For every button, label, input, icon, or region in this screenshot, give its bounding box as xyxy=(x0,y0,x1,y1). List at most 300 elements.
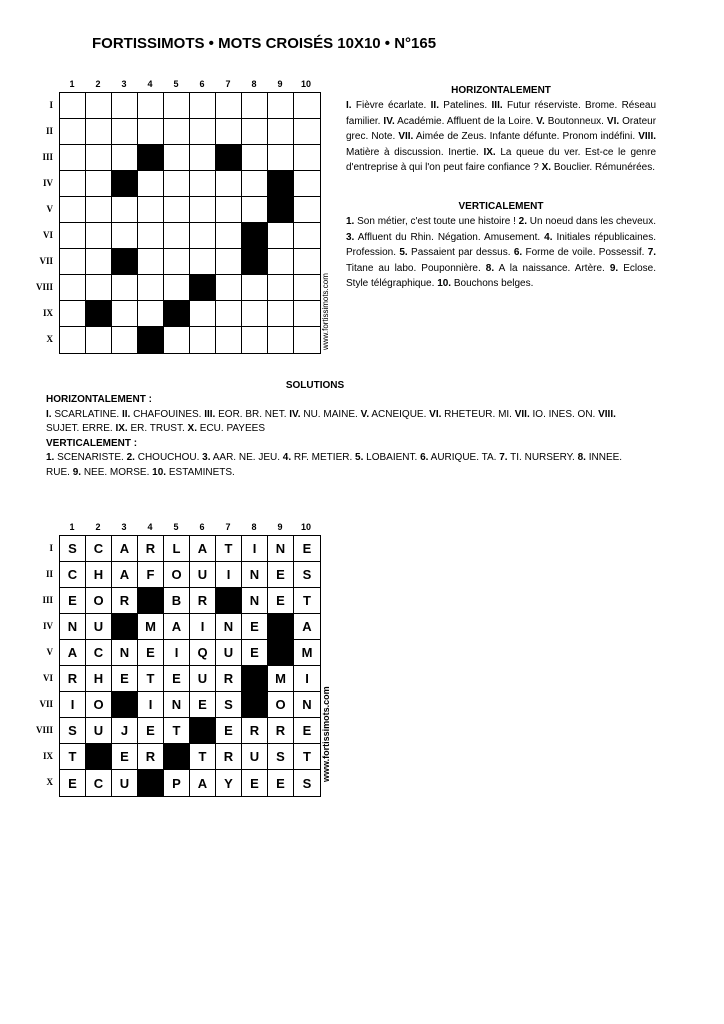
page-title: FORTISSIMOTS • MOTS CROISÉS 10X10 • N°165 xyxy=(92,35,437,52)
clue-text: INNEE. RUE. xyxy=(46,452,623,478)
grid-cell[interactable] xyxy=(164,93,190,119)
cell-letter: U xyxy=(249,749,260,764)
clue-text: LOBAIENT. xyxy=(366,452,418,464)
grid-cell[interactable] xyxy=(242,197,268,223)
solution-cell xyxy=(268,666,294,692)
cell-letter: N xyxy=(223,619,234,634)
grid-cell[interactable] xyxy=(112,197,138,223)
clue-text: AAR. NE. JEU. xyxy=(212,452,280,464)
cell-letter: N xyxy=(249,593,260,608)
cell-letter: E xyxy=(120,749,129,764)
grid-cell[interactable] xyxy=(164,327,190,353)
grid-cell[interactable] xyxy=(138,93,164,119)
solution-cell xyxy=(294,666,320,692)
grid-cell[interactable] xyxy=(294,327,320,353)
cell-letter: C xyxy=(93,645,104,660)
clue-text: IO. INES. ON. xyxy=(532,408,596,420)
grid-cell[interactable] xyxy=(216,93,242,119)
grid-cell[interactable] xyxy=(60,145,86,171)
cell-letter: N xyxy=(171,697,182,712)
clue-text: NU. MAINE. xyxy=(303,408,358,420)
cell-letter: S xyxy=(68,541,77,556)
cell-letter: R xyxy=(223,749,234,764)
cell-letter: U xyxy=(93,723,104,738)
solution-cell xyxy=(294,770,320,796)
solution-cell xyxy=(190,666,216,692)
solution-cell xyxy=(164,718,190,744)
solution-cell xyxy=(60,744,86,770)
clue-number: 5. xyxy=(355,452,364,464)
cell-letter: L xyxy=(172,541,181,556)
solution-cell xyxy=(86,536,112,562)
clue-text: TI. NURSERY. xyxy=(510,452,575,464)
grid-cell[interactable] xyxy=(60,327,86,353)
grid-cell[interactable] xyxy=(112,301,138,327)
solution-grid xyxy=(59,535,321,797)
column-number: 7 xyxy=(225,79,231,89)
clue-number: 1. xyxy=(46,452,55,464)
grid-cell[interactable] xyxy=(164,197,190,223)
grid-cell[interactable] xyxy=(294,171,320,197)
cell-letter: J xyxy=(120,723,129,738)
clue-text: ESTAMINETS. xyxy=(168,466,235,478)
solution-cell xyxy=(242,562,268,588)
clue-number: VII. xyxy=(398,131,414,143)
clue-text: CHOUCHOU. xyxy=(137,452,200,464)
row-number: V xyxy=(46,204,53,214)
black-cell xyxy=(138,770,164,796)
grid-cell[interactable] xyxy=(164,275,190,301)
grid-cell[interactable] xyxy=(86,197,112,223)
row-number: VIII xyxy=(35,725,53,735)
clue-text: Académie. Affluent de la Loire. xyxy=(397,115,534,127)
clue-number: 9. xyxy=(609,262,619,274)
cell-letter: I xyxy=(226,567,231,582)
row-number: VII xyxy=(39,699,53,709)
clue-number: 8. xyxy=(577,452,586,464)
solution-cell xyxy=(86,614,112,640)
clue-number: 5. xyxy=(399,247,408,259)
clue-text: Boutonneux. xyxy=(547,115,604,127)
cell-letter: O xyxy=(93,697,104,712)
black-cell[interactable] xyxy=(216,145,242,171)
solution-cell xyxy=(86,770,112,796)
grid-cell[interactable] xyxy=(138,249,164,275)
grid-cell[interactable] xyxy=(216,223,242,249)
solution-cell xyxy=(138,744,164,770)
cell-letter: S xyxy=(68,723,77,738)
vertical-clues xyxy=(346,199,656,291)
cell-letter: A xyxy=(119,567,130,582)
grid-cell[interactable] xyxy=(60,275,86,301)
solution-watermark: www.fortissimots.com xyxy=(321,686,331,782)
clue-number: 6. xyxy=(513,247,523,259)
column-number: 2 xyxy=(95,79,101,89)
solution-cell xyxy=(268,718,294,744)
cell-letter: U xyxy=(197,567,208,582)
cell-letter: A xyxy=(302,619,312,634)
grid-cell[interactable] xyxy=(60,301,86,327)
black-cell xyxy=(112,692,138,718)
clue-number: 1. xyxy=(346,216,355,228)
row-number: IX xyxy=(42,751,53,761)
solution-cell xyxy=(294,640,320,666)
clue-text: Matière à discussion. Inertie. xyxy=(346,146,479,158)
clue-text: Patelines. xyxy=(443,100,488,112)
grid-cell[interactable] xyxy=(86,327,112,353)
grid-cell[interactable] xyxy=(60,197,86,223)
solution-cell xyxy=(112,666,138,692)
cell-letter: E xyxy=(172,671,181,686)
solution-cell xyxy=(60,588,86,614)
black-cell[interactable] xyxy=(190,275,216,301)
clue-number: V. xyxy=(360,408,370,420)
clue-number: IX. xyxy=(115,423,128,435)
solution-cell xyxy=(268,744,294,770)
clue-number: X. xyxy=(187,423,197,435)
solution-cell xyxy=(60,692,86,718)
solution-cell xyxy=(138,536,164,562)
clue-number: 2. xyxy=(518,216,527,228)
solution-cell xyxy=(294,692,320,718)
cell-letter: N xyxy=(275,541,286,556)
grid-cell[interactable] xyxy=(60,119,86,145)
cell-letter: A xyxy=(197,541,208,556)
cell-letter: S xyxy=(302,567,312,582)
grid-cell[interactable] xyxy=(190,301,216,327)
column-number: 8 xyxy=(251,522,257,532)
black-cell xyxy=(138,588,164,614)
cell-letter: A xyxy=(67,645,78,660)
solution-cell xyxy=(112,744,138,770)
solution-cell xyxy=(216,692,242,718)
solution-cell xyxy=(60,640,86,666)
cell-letter: N xyxy=(302,697,312,712)
solution-cell xyxy=(112,562,138,588)
clue-number: VII. xyxy=(514,408,530,420)
clue-text: RF. METIER. xyxy=(293,452,353,464)
column-number: 8 xyxy=(251,79,257,89)
grid-cell[interactable] xyxy=(216,301,242,327)
column-number: 9 xyxy=(277,79,283,89)
vertical-clues-heading: VERTICALEMENT xyxy=(458,201,544,212)
solution-cell xyxy=(242,536,268,562)
solutions-horizontal-heading: HORIZONTALEMENT : xyxy=(46,394,152,405)
column-number: 9 xyxy=(277,522,283,532)
grid-cell[interactable] xyxy=(60,249,86,275)
clue-number: 6. xyxy=(420,452,429,464)
column-number: 5 xyxy=(173,79,179,89)
grid-cell[interactable] xyxy=(86,275,112,301)
grid-cell[interactable] xyxy=(268,223,294,249)
solution-cell xyxy=(112,718,138,744)
grid-cell[interactable] xyxy=(242,275,268,301)
black-cell[interactable] xyxy=(138,145,164,171)
clue-number: II. xyxy=(430,100,439,112)
column-number: 10 xyxy=(300,522,311,532)
solution-cell xyxy=(86,640,112,666)
grid-cell[interactable] xyxy=(60,93,86,119)
grid-cell[interactable] xyxy=(268,327,294,353)
solution-cell xyxy=(294,562,320,588)
row-number: VIII xyxy=(35,282,53,292)
grid-cell[interactable] xyxy=(294,93,320,119)
cell-letter: U xyxy=(93,619,104,634)
grid-cell[interactable] xyxy=(86,249,112,275)
cell-letter: E xyxy=(68,593,77,608)
solutions-horizontal-text xyxy=(46,408,646,437)
solution-cell xyxy=(242,744,268,770)
black-cell xyxy=(268,614,294,640)
grid-cell[interactable] xyxy=(242,301,268,327)
grid-cell[interactable] xyxy=(86,93,112,119)
clue-number: VI. xyxy=(429,408,442,420)
solution-cell xyxy=(242,588,268,614)
cell-letter: O xyxy=(275,697,286,712)
cell-letter: R xyxy=(67,671,78,686)
black-cell[interactable] xyxy=(138,327,164,353)
grid-cell[interactable] xyxy=(268,249,294,275)
grid-cell[interactable] xyxy=(138,223,164,249)
black-cell xyxy=(86,744,112,770)
clue-text: RHETEUR. MI. xyxy=(444,408,512,420)
clue-text: Bouchons belges. xyxy=(453,278,534,290)
cell-letter: R xyxy=(119,593,130,608)
cell-letter: E xyxy=(146,645,155,660)
clue-text: SCARLATINE. xyxy=(54,408,120,420)
clue-number: 10. xyxy=(152,466,167,478)
grid-cell[interactable] xyxy=(242,145,268,171)
clue-text: La queue du ver. Est-ce le genre d'entreprise à qui l'on peut faire confiance ? xyxy=(346,146,657,174)
grid-cell[interactable] xyxy=(216,197,242,223)
row-number: I xyxy=(49,543,53,553)
black-cell xyxy=(268,640,294,666)
solution-cell xyxy=(294,588,320,614)
row-number: II xyxy=(45,126,53,136)
grid-cell[interactable] xyxy=(190,171,216,197)
grid-cell[interactable] xyxy=(164,223,190,249)
solution-cell xyxy=(164,536,190,562)
solution-cell xyxy=(268,588,294,614)
clue-number: I. xyxy=(46,408,52,420)
clue-number: II. xyxy=(121,408,131,420)
grid-cell[interactable] xyxy=(190,119,216,145)
clue-number: IV. xyxy=(383,115,395,127)
solution-cell xyxy=(216,562,242,588)
solution-cell xyxy=(190,640,216,666)
grid-cell[interactable] xyxy=(112,223,138,249)
horizontal-clues-heading: HORIZONTALEMENT xyxy=(451,85,551,96)
solution-cell xyxy=(190,744,216,770)
grid-cell[interactable] xyxy=(86,223,112,249)
grid-cell[interactable] xyxy=(190,249,216,275)
grid-cell[interactable] xyxy=(190,197,216,223)
cell-letter: M xyxy=(145,619,156,634)
cell-letter: S xyxy=(302,775,312,791)
black-cell[interactable] xyxy=(112,249,138,275)
cell-letter: C xyxy=(67,567,78,582)
solution-cell xyxy=(112,640,138,666)
grid-cell[interactable] xyxy=(294,249,320,275)
cell-letter: N xyxy=(119,645,130,660)
grid-cell[interactable] xyxy=(86,119,112,145)
solution-cell xyxy=(60,666,86,692)
grid-cell[interactable] xyxy=(294,301,320,327)
grid-cell[interactable] xyxy=(268,145,294,171)
grid-cell[interactable] xyxy=(268,301,294,327)
solution-cell xyxy=(112,770,138,796)
clue-number: 9. xyxy=(72,466,82,478)
grid-cell[interactable] xyxy=(294,197,320,223)
solution-cell xyxy=(216,640,242,666)
row-number: III xyxy=(42,152,53,162)
horizontal-clues xyxy=(346,83,656,175)
grid-cell[interactable] xyxy=(60,223,86,249)
black-cell[interactable] xyxy=(242,249,268,275)
black-cell[interactable] xyxy=(112,171,138,197)
grid-cell[interactable] xyxy=(216,275,242,301)
solution-cell xyxy=(60,536,86,562)
grid-cell[interactable] xyxy=(86,145,112,171)
cell-letter: U xyxy=(223,645,234,660)
cell-letter: H xyxy=(93,567,104,582)
cell-letter: M xyxy=(301,645,313,660)
cell-letter: E xyxy=(250,645,259,660)
grid-cell[interactable] xyxy=(112,119,138,145)
grid-cell[interactable] xyxy=(138,171,164,197)
grid-cell[interactable] xyxy=(268,119,294,145)
clue-text: ACNEIQUE. xyxy=(371,408,427,420)
grid-cell[interactable] xyxy=(112,327,138,353)
grid-cell[interactable] xyxy=(268,275,294,301)
grid-cell[interactable] xyxy=(138,301,164,327)
clue-number: 3. xyxy=(202,452,211,464)
grid-cell[interactable] xyxy=(294,145,320,171)
cell-letter: R xyxy=(249,723,260,738)
cell-letter: E xyxy=(146,723,155,738)
grid-cell[interactable] xyxy=(112,275,138,301)
clue-number: I. xyxy=(346,100,352,112)
grid-cell[interactable] xyxy=(242,119,268,145)
black-cell[interactable] xyxy=(268,171,294,197)
grid-cell[interactable] xyxy=(216,119,242,145)
grid-cell[interactable] xyxy=(190,223,216,249)
row-number: IX xyxy=(42,308,53,318)
grid-cell[interactable] xyxy=(294,119,320,145)
grid-cell[interactable] xyxy=(190,145,216,171)
row-number: II xyxy=(45,569,53,579)
cell-letter: F xyxy=(146,567,155,582)
grid-cell[interactable] xyxy=(60,171,86,197)
solution-cell xyxy=(216,770,242,796)
grid-cell[interactable] xyxy=(138,275,164,301)
clue-number: 7. xyxy=(499,452,508,464)
cell-letter: R xyxy=(145,541,156,556)
clue-text: NEE. MORSE. xyxy=(83,466,150,478)
grid-cell[interactable] xyxy=(242,93,268,119)
grid-cell[interactable] xyxy=(216,327,242,353)
column-number: 6 xyxy=(199,79,205,89)
solution-cell xyxy=(190,562,216,588)
grid-cell[interactable] xyxy=(164,171,190,197)
clue-number: 2. xyxy=(126,452,135,464)
black-cell[interactable] xyxy=(86,301,112,327)
grid-cell[interactable] xyxy=(294,275,320,301)
solution-cell xyxy=(112,588,138,614)
cell-letter: T xyxy=(303,593,311,608)
cell-letter: S xyxy=(276,749,285,764)
clue-text: Fièvre écarlate. xyxy=(355,100,427,112)
solution-cell xyxy=(294,614,320,640)
solution-cell xyxy=(268,536,294,562)
clue-number: VI. xyxy=(606,115,620,127)
solution-cell xyxy=(268,562,294,588)
cell-letter: R xyxy=(275,723,286,738)
grid-cell[interactable] xyxy=(86,171,112,197)
grid-cell[interactable] xyxy=(164,249,190,275)
grid-cell[interactable] xyxy=(164,145,190,171)
grid-cell[interactable] xyxy=(216,171,242,197)
cell-letter: E xyxy=(250,619,259,634)
cell-letter: T xyxy=(224,541,233,556)
cell-letter: N xyxy=(67,619,78,634)
black-cell xyxy=(164,744,190,770)
column-number: 1 xyxy=(69,79,75,89)
column-number: 4 xyxy=(147,79,153,89)
solution-cell xyxy=(86,718,112,744)
puzzle-watermark: www.fortissimots.com xyxy=(321,273,330,350)
clue-number: VIII. xyxy=(598,408,616,420)
row-number: X xyxy=(46,777,53,787)
grid-cell[interactable] xyxy=(242,327,268,353)
solution-cell xyxy=(164,562,190,588)
solution-cell xyxy=(268,692,294,718)
grid-cell[interactable] xyxy=(268,93,294,119)
row-number: I xyxy=(49,100,53,110)
grid-cell[interactable] xyxy=(294,223,320,249)
cell-letter: A xyxy=(171,619,182,634)
cell-letter: E xyxy=(120,671,129,686)
clue-text: SUJET. ERRE. xyxy=(46,423,113,435)
grid-cell[interactable] xyxy=(138,119,164,145)
cell-letter: P xyxy=(172,775,181,791)
clue-text: EOR. BR. NET. xyxy=(218,408,287,420)
solution-cell xyxy=(138,718,164,744)
cell-letter: U xyxy=(197,671,208,686)
clue-text: SCENARISTE. xyxy=(57,452,124,464)
solution-cell xyxy=(294,744,320,770)
cell-letter: R xyxy=(223,671,234,686)
grid-cell[interactable] xyxy=(216,249,242,275)
grid-cell[interactable] xyxy=(190,93,216,119)
black-cell[interactable] xyxy=(268,197,294,223)
solution-cell xyxy=(86,588,112,614)
black-cell[interactable] xyxy=(164,301,190,327)
solution-cell xyxy=(242,718,268,744)
grid-cell[interactable] xyxy=(112,145,138,171)
grid-cell[interactable] xyxy=(138,197,164,223)
grid-cell[interactable] xyxy=(242,171,268,197)
grid-cell[interactable] xyxy=(112,93,138,119)
clue-number: 7. xyxy=(647,247,657,259)
row-number: III xyxy=(42,595,53,605)
grid-cell[interactable] xyxy=(190,327,216,353)
cell-letter: I xyxy=(174,645,179,660)
black-cell[interactable] xyxy=(242,223,268,249)
clue-text: Orateur grec. Note. xyxy=(346,115,657,143)
cell-letter: S xyxy=(224,697,233,712)
grid-cell[interactable] xyxy=(164,119,190,145)
